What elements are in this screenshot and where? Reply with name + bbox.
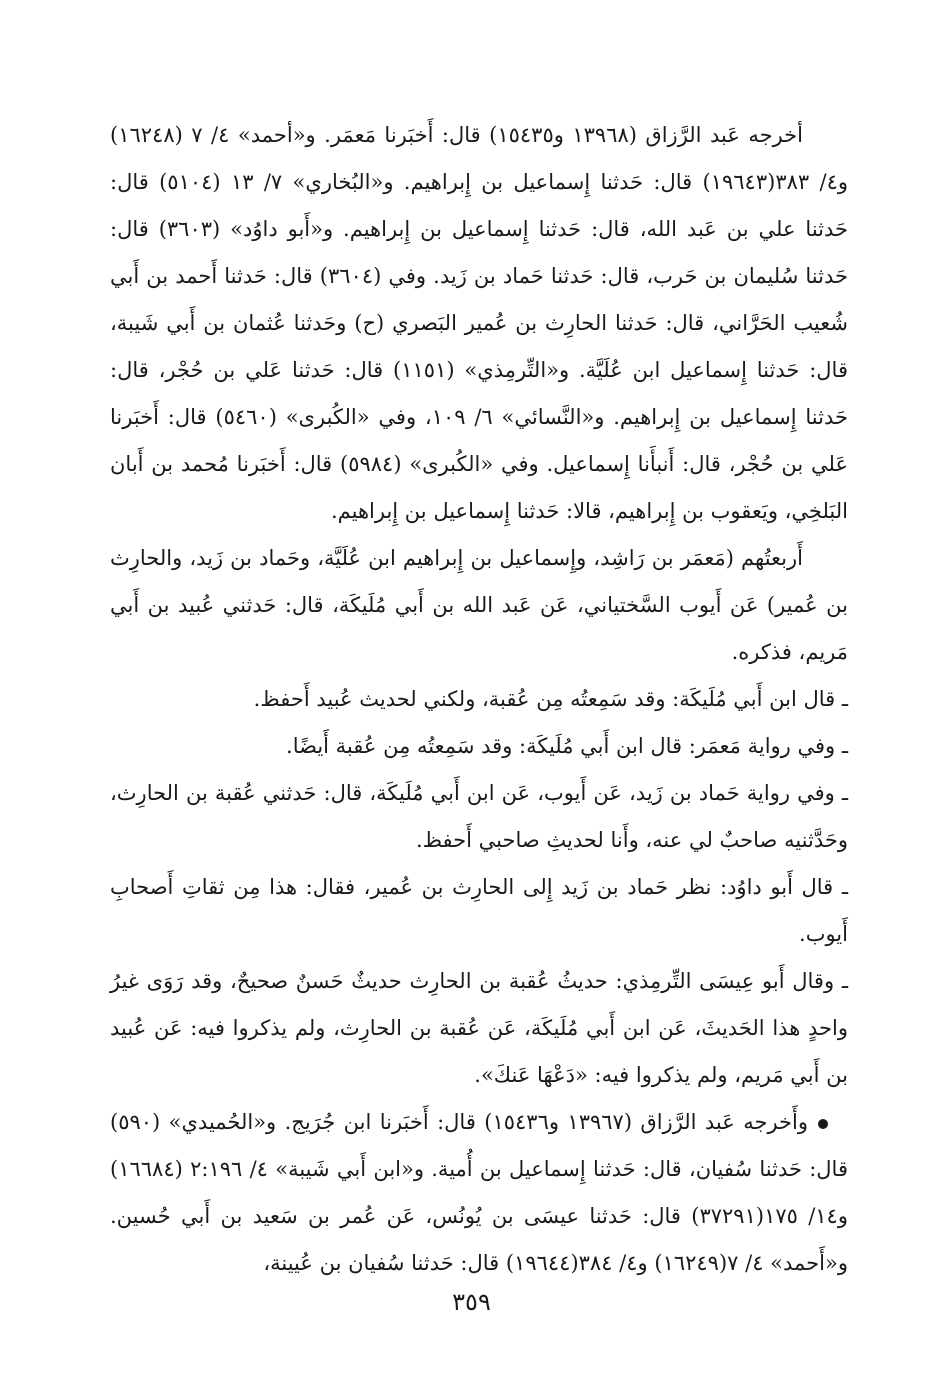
paragraph-note-hammad: ـ وفي رواية حَماد بن زَيد، عَن أَيوب، عَن ابن أَبي مُلَيكَة، قال: حَدثني عُقبة بن الحارِث، وحَدَّثنيه صاحبٌ لي عنه، وأَنا لحديثِ صاحبي أَحفظ. (110, 781, 848, 852)
paragraph-takhrij-2-text: وأَخرجه عَبد الرَّزاق (١٣٩٦٧ و١٥٤٣٦) قال: أَخبَرنا ابن جُرَيج. و«الحُميدي» (٥٩٠) قال: حَدثنا سُفيان، قال: حَدثنا إِسماعيل بن أُمية. و«ابن أَبي شَيبة» ٤/ ٢:١٩٦ (١٦٦٨٤) و١٤/ ١٧٥(٣٧٢٩١) قال: حَدثنا عيسَى بن يُونُس، عَن عُمر بن سَعيد بن أَبي حُسين. و«أَحمد» ٤/ ٧(١٦٢٤٩) و٤/ ٣٨٤(١٩٦٤٤) قال: حَدثنا سُفيان بن عُيينة، (110, 1110, 848, 1275)
paragraph-isnad-summary: أَربعتُهم (مَعمَر بن رَاشِد، وإِسماعيل بن إِبراهيم ابن عُلَيَّة، وحَماد بن زَيد، والحارِث بن عُمير) عَن أَيوب السَّختياني، عَن عَبد الله بن أَبي مُلَيكَة، قال: حَدثني عُبيد بن أَبي مَريم، فذكره. (110, 546, 848, 664)
paragraph-takhrij-2 (110, 1099, 848, 1287)
paragraph-note-ibn-abi-mulayka: ـ قال ابن أَبي مُلَيكَة: وقد سَمِعتُه مِن عُقبة، ولكني لحديث عُبيد أَحفظ. (253, 687, 848, 711)
page-number: ٣٥٩ (452, 1288, 491, 1316)
paragraph-takhrij-1: أخرجه عَبد الرَّزاق (١٣٩٦٨ و١٥٤٣٥) قال: أَخبَرنا مَعمَر. و«أحمد» ٤/ ٧ (١٦٢٤٨) و٤/ ٣٨٣(١٩٦٤٣) قال: حَدثنا إِسماعيل بن إِبراهيم. و«البُخاري» ٧/ ١٣ (٥١٠٤) قال: حَدثنا علي بن عَبد الله، قال: حَدثنا إِسماعيل بن إِبراهيم. و«أَبو داوُد» (٣٦٠٣) قال: حَدثنا سُليمان بن حَرب، قال: حَدثنا حَماد بن زَيد. وفي (٣٦٠٤) قال: حَدثنا أَحمد بن أَبي شُعيب الحَرَّاني، قال: حَدثنا الحارِث بن عُمير البَصري (ح) وحَدثنا عُثمان بن أَبي شَيبة، قال: حَدثنا إِسماعيل ابن عُلَيَّة. و«التِّرمِذي» (١١٥١) قال: حَدثنا عَلي بن حُجْر، قال: حَدثنا إِسماعيل بن إِبراهيم. و«النَّسائي» ٦/ ١٠٩، وفي «الكُبرى» (٥٤٦٠) قال: أَخبَرنا عَلي بن حُجْر، قال: أَنبأَنا إِسماعيل. وفي «الكُبرى» (٥٩٨٤) قال: أَخبَرنا مُحمد بن أَبان البَلخِي، ويَعقوب بن إِبراهيم، قالا: حَدثنا إِسماعيل بن إِبراهيم. (110, 123, 849, 523)
paragraph-note-mamar: ـ وفي رواية مَعمَر: قال ابن أَبي مُلَيكَة: وقد سَمِعتُه مِن عُقبة أَيضًا. (286, 734, 848, 758)
main-text (110, 112, 848, 1287)
bullet-icon (818, 1119, 828, 1129)
paragraph-note-abu-dawud: ـ قال أَبو داوُد: نظر حَماد بن زَيد إِلى الحارِث بن عُمير، فقال: هذا مِن ثقاتِ أَصحابِ أَيوب. (110, 875, 848, 946)
paragraph-note-tirmidhi: ـ وقال أَبو عِيسَى التِّرمِذي: حديثُ عُقبة بن الحارِث حديثٌ حَسنٌ صحيحٌ، وقد رَوَى غيرُ واحدٍ هذا الحَديثَ، عَن ابن أَبي مُلَيكَة، عَن عُقبة بن الحارِث، ولم يذكروا فيه: عَن عُبيد بن أَبي مَريم، ولم يذكروا فيه: «دَعْهَا عَنكَ». (110, 969, 848, 1087)
